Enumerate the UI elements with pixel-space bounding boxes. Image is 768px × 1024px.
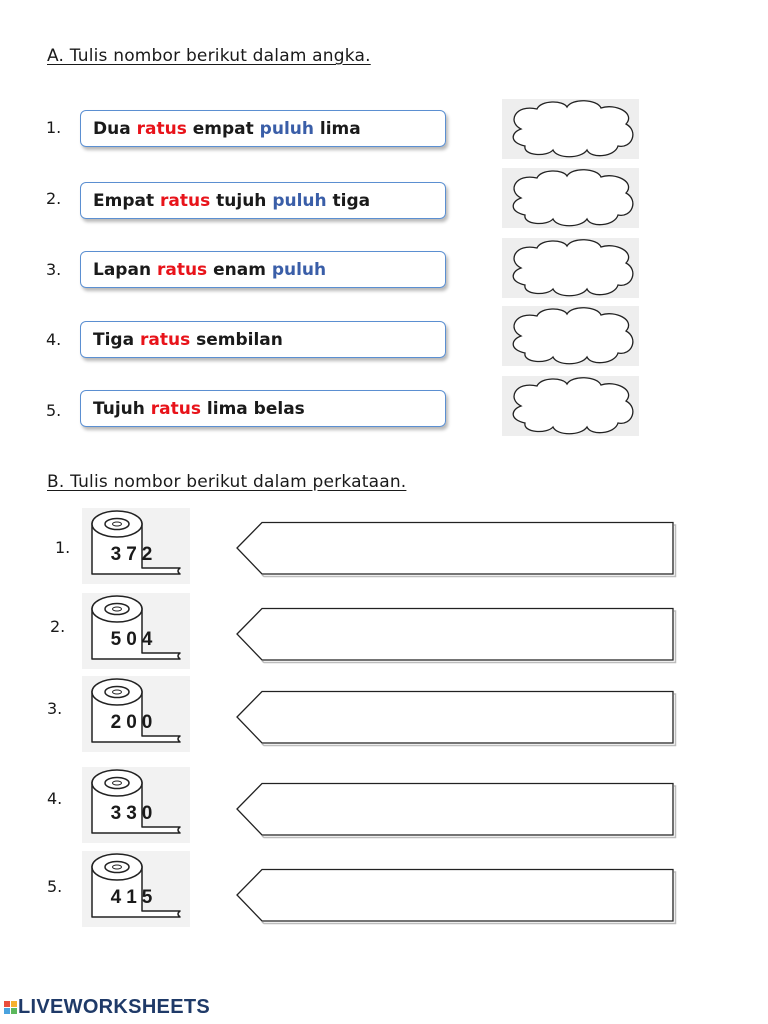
- number-word: ratus: [139, 329, 191, 350]
- number-word: ratus: [160, 190, 211, 211]
- question-number: 2.: [46, 189, 62, 208]
- answer-arrow-box[interactable]: [234, 782, 678, 844]
- number-word: sembilan: [190, 329, 283, 350]
- number-word: empat: [186, 118, 260, 139]
- answer-cloud[interactable]: [502, 376, 639, 436]
- section-b-heading: B. Tulis nombor berikut dalam perkataan.: [47, 472, 407, 492]
- arrow-answer-box-icon: [234, 607, 678, 665]
- cloud-answer-icon: [502, 238, 639, 298]
- toilet-roll: [82, 508, 190, 584]
- answer-cloud[interactable]: [502, 238, 639, 298]
- cloud-answer-icon: [502, 306, 639, 366]
- answer-cloud[interactable]: [502, 99, 639, 159]
- number-word: ratus: [150, 398, 201, 419]
- section-a-heading: A. Tulis nombor berikut dalam angka.: [47, 46, 371, 66]
- number-word: lima: [313, 118, 361, 139]
- liveworksheets-logo-icon: [4, 1001, 18, 1015]
- number-word: Lapan: [93, 259, 157, 280]
- number-word: ratus: [156, 259, 208, 280]
- brand-logo: [4, 996, 210, 1019]
- number-word: puluh: [271, 259, 327, 280]
- roll-number: 415: [110, 887, 158, 908]
- answer-arrow-box[interactable]: [234, 690, 678, 752]
- number-words-box: [80, 321, 446, 358]
- cloud-answer-icon: [502, 99, 639, 159]
- cloud-answer-icon: [502, 376, 639, 436]
- number-word: Empat: [93, 190, 161, 211]
- answer-arrow-box[interactable]: [234, 607, 678, 669]
- number-word: Tujuh: [93, 398, 151, 419]
- number-word: ratus: [136, 118, 187, 139]
- question-number: 2.: [50, 617, 66, 636]
- answer-arrow-box[interactable]: [234, 868, 678, 930]
- question-number: 3.: [47, 699, 63, 718]
- number-word: tiga: [326, 190, 371, 211]
- question-number: 3.: [46, 260, 62, 279]
- roll-number: 504: [110, 629, 158, 650]
- question-number: 5.: [46, 401, 62, 420]
- roll-number: 330: [110, 803, 158, 824]
- arrow-answer-box-icon: [234, 690, 678, 748]
- toilet-roll: [82, 767, 190, 843]
- number-word: tujuh: [210, 190, 273, 211]
- question-number: 5.: [47, 877, 63, 896]
- number-word: lima belas: [201, 398, 305, 419]
- number-word: Tiga: [93, 329, 140, 350]
- question-number: 1.: [55, 538, 71, 557]
- number-word: puluh: [259, 118, 314, 139]
- number-words-box: [80, 390, 446, 427]
- answer-cloud[interactable]: [502, 306, 639, 366]
- question-number: 4.: [47, 789, 63, 808]
- answer-cloud[interactable]: [502, 168, 639, 228]
- arrow-answer-box-icon: [234, 868, 678, 926]
- toilet-roll: [82, 851, 190, 927]
- brand-name: LIVEWORKSHEETS: [18, 996, 210, 1018]
- arrow-answer-box-icon: [234, 782, 678, 840]
- number-word: enam: [207, 259, 272, 280]
- number-word: puluh: [272, 190, 327, 211]
- question-number: 1.: [46, 118, 62, 137]
- number-word: Dua: [93, 118, 137, 139]
- number-words-box: [80, 110, 446, 147]
- question-number: 4.: [46, 330, 62, 349]
- toilet-roll: [82, 593, 190, 669]
- number-words-box: [80, 182, 446, 219]
- roll-number: 200: [110, 712, 158, 733]
- cloud-answer-icon: [502, 168, 639, 228]
- answer-arrow-box[interactable]: [234, 521, 678, 583]
- arrow-answer-box-icon: [234, 521, 678, 579]
- roll-number: 372: [110, 544, 158, 565]
- toilet-roll: [82, 676, 190, 752]
- number-words-box: [80, 251, 446, 288]
